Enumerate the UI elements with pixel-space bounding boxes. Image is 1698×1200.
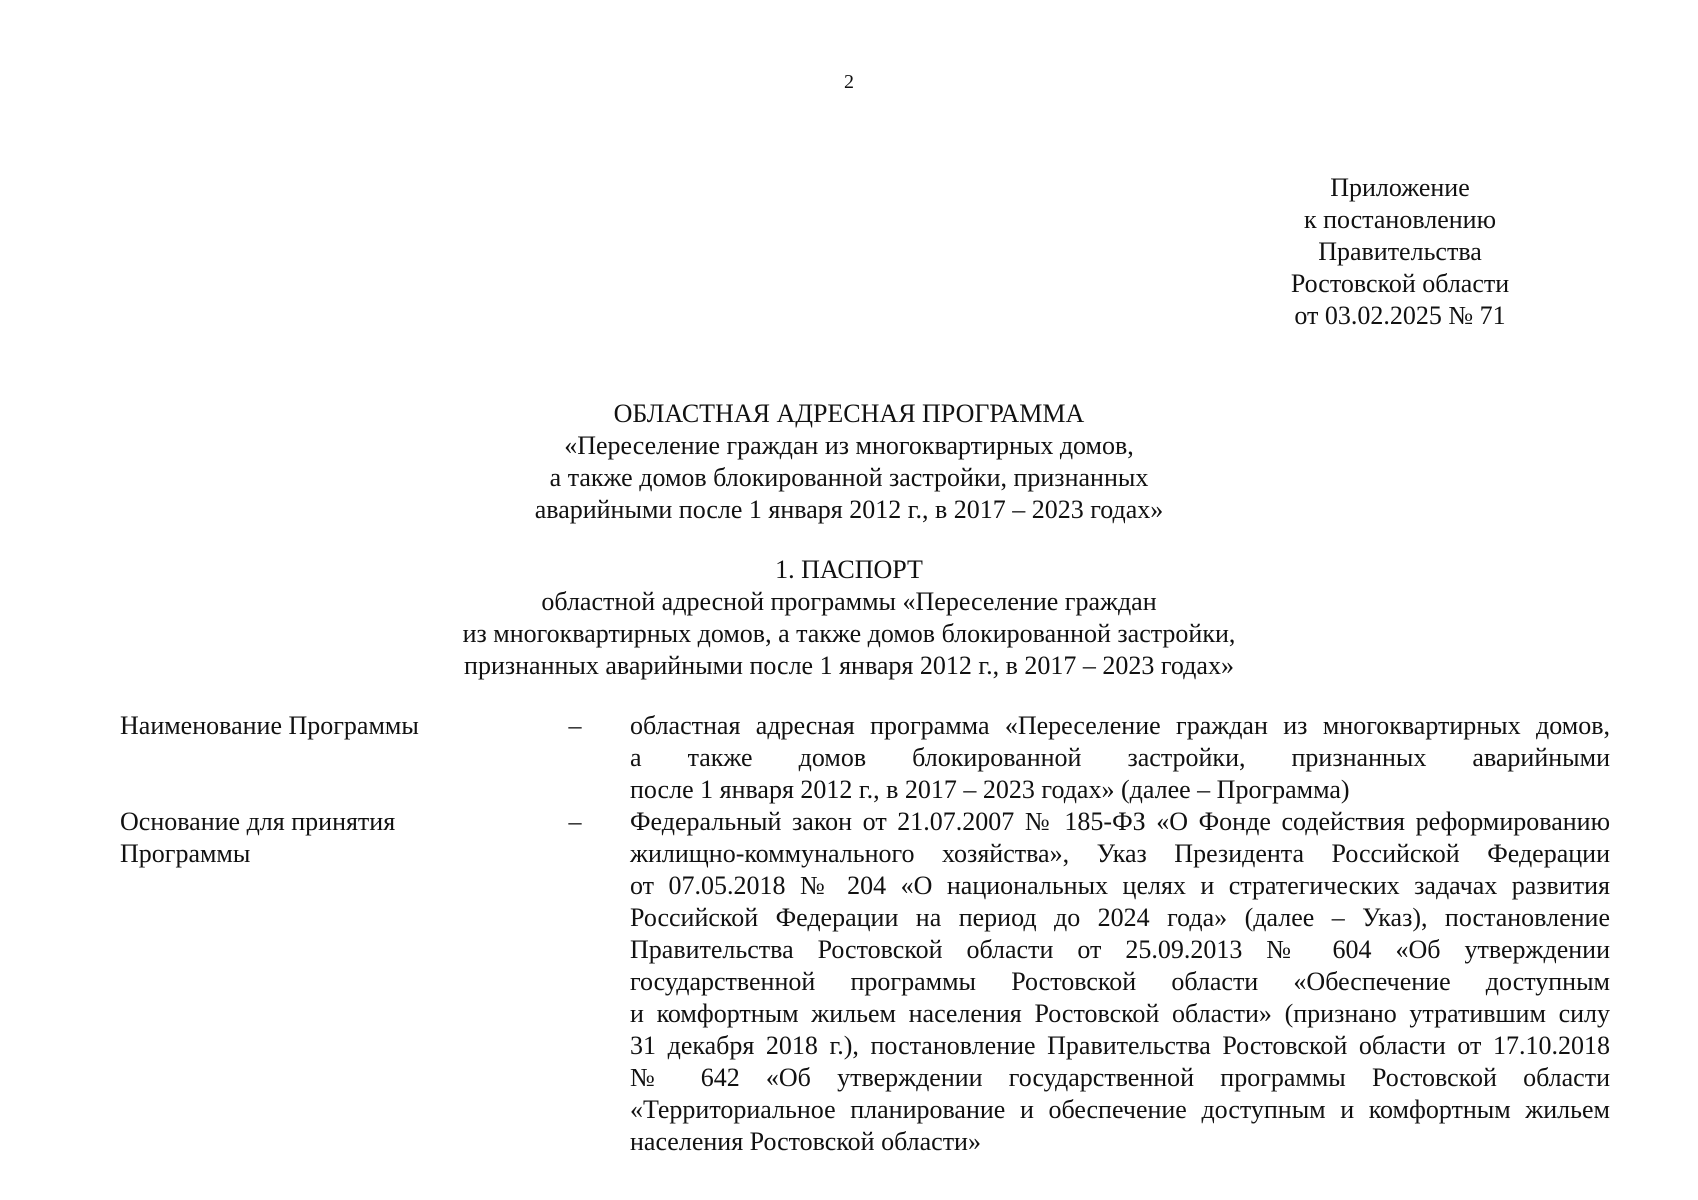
appendix-line: к постановлению	[1303, 205, 1497, 234]
appendix-line: Приложение	[1330, 173, 1470, 202]
row-value-line: Российской Федерации на период до 2024 года» (далее – Указ), постановление	[630, 903, 1610, 932]
row-value-line: государственной программы Ростовской области «Обеспечение доступным	[630, 967, 1610, 996]
program-title-line: аварийными после 1 января 2012 г., в 2017 – 2023 годах»	[534, 495, 1164, 524]
row-label-line: Наименование Программы	[120, 711, 419, 740]
appendix-line: Ростовской области	[1290, 269, 1510, 298]
row-dash: –	[568, 807, 582, 836]
passport-title-line: 1. ПАСПОРТ	[775, 555, 923, 584]
program-title	[0, 398, 1698, 526]
row-value-line: и комфортным жильем населения Ростовской области» (признано утратившим силу	[630, 999, 1610, 1028]
row-value-line: населения Ростовской области»	[630, 1127, 981, 1156]
passport-title-line: областной адресной программы «Переселение граждан	[541, 587, 1157, 616]
passport-title-line: признанных аварийными после 1 января 2012 г., в 2017 – 2023 годах»	[464, 651, 1234, 680]
row-value-line: Правительства Ростовской области от 25.09.2013 № 604 «Об утверждении	[630, 935, 1610, 964]
appendix-line: Правительства	[1318, 237, 1482, 266]
row-value-line: от 07.05.2018 № 204 «О национальных целях и стратегических задачах развития	[630, 871, 1610, 900]
row-dash: –	[568, 711, 582, 740]
row-value-line: «Территориальное планирование и обеспечение доступным и комфортным жильем	[630, 1095, 1610, 1124]
passport-title	[0, 554, 1698, 682]
row-label-line: Основание для принятия	[120, 807, 396, 836]
row-value-line: после 1 января 2012 г., в 2017 – 2023 годах» (далее – Программа)	[630, 775, 1350, 804]
page-number: 2	[844, 71, 854, 93]
row-value-line: 31 декабря 2018 г.), постановление Правительства Ростовской области от 17.10.2018	[630, 1031, 1610, 1060]
appendix-block	[1240, 172, 1560, 332]
row-label	[120, 710, 520, 742]
program-title-line: ОБЛАСТНАЯ АДРЕСНАЯ ПРОГРАММА	[613, 399, 1085, 428]
row-value-line: № 642 «Об утверждении государственной программы Ростовской области	[630, 1063, 1610, 1092]
row-label-line: Программы	[120, 839, 251, 868]
passport-table	[120, 710, 1610, 1158]
row-value-line: а также домов блокированной застройки, признанных аварийными	[630, 743, 1610, 772]
row-value-line: Федеральный закон от 21.07.2007 № 185-ФЗ «О Фонде содействия реформированию	[630, 807, 1610, 836]
program-title-line: «Переселение граждан из многоквартирных домов,	[564, 431, 1134, 460]
row-label	[120, 806, 520, 870]
row-value-line: жилищно-коммунального хозяйства», Указ Президента Российской Федерации	[630, 839, 1610, 868]
row-value	[630, 710, 1610, 806]
passport-row-name	[120, 710, 1610, 806]
passport-title-line: из многоквартирных домов, а также домов блокированной застройки,	[462, 619, 1236, 648]
row-value	[630, 806, 1610, 1158]
passport-row-basis	[120, 806, 1610, 1158]
row-value-line: областная адресная программа «Переселение граждан из многоквартирных домов,	[630, 711, 1610, 740]
program-title-line: а также домов блокированной застройки, признанных	[549, 463, 1149, 492]
appendix-line: от 03.02.2025 № 71	[1294, 301, 1506, 330]
